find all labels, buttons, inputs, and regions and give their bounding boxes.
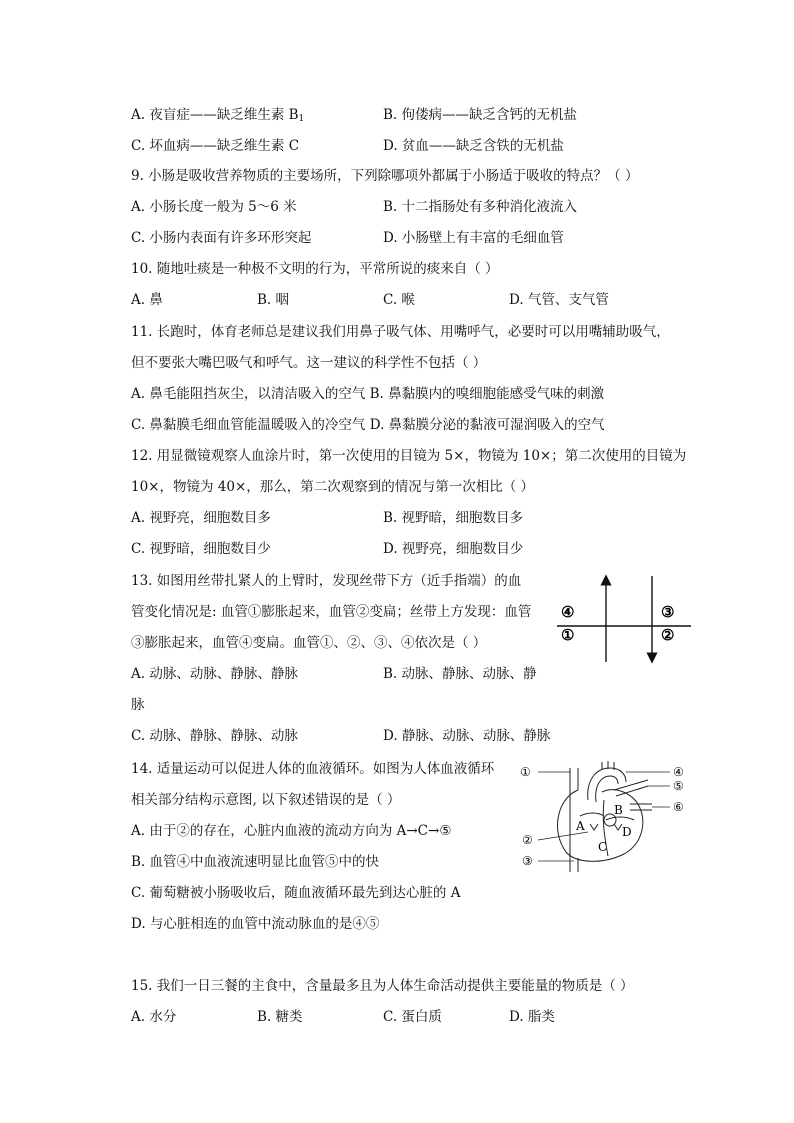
q14-option-d: D. 与心脏相连的血管中流动脉血的是④⑤ [131,916,380,932]
q8-option-b: B. 佝偻病——缺乏含钙的无机盐 [383,107,578,123]
q12-stem-line2: 10×，物镜为 40×，那么，第二次观察到的情况与第一次相比（ ） [131,479,535,495]
q15-option-b: B. 糖类 [257,1009,303,1025]
q8-option-c: C. 坏血病——缺乏维生素 C [131,138,300,154]
q8-option-a-subscript: 1 [298,114,305,124]
pulmonary-vein [630,804,652,810]
vessel-label-2: ② [661,626,675,644]
vena-cava [570,768,578,860]
q12-stem-line1: 12. 用显微镜观察人血涂片时，第一次使用的目镜为 5×，物镜为 10×；第二次使用的目镜为 [131,448,687,464]
heart-chamber-d: D [622,825,632,839]
pulmonary-artery [614,780,648,796]
q15-option-d: D. 脂类 [509,1009,555,1025]
q13-vessel-figure [555,572,695,667]
aorta [588,768,626,800]
q15-option-a: A. 水分 [131,1009,177,1025]
q12-option-d: D. 视野亮，细胞数目少 [383,541,524,557]
q8-option-a-text: A. 夜盲症——缺乏维生素 B [131,107,299,123]
q14-option-a: A. 由于②的存在，心脏内血液的流动方向为 A→C→⑤ [131,823,452,839]
q14-option-b: B. 血管④中血液流速明显比血管⑤中的快 [131,854,380,870]
q14-stem-line1: 14. 适量运动可以促进人体的血液循环。如图为人体血液循环 [131,761,495,777]
q10-option-c: C. 喉 [383,292,415,308]
q13-option-c: C. 动脉、静脉、静脉、动脉 [131,728,298,744]
q13-option-d: D. 静脉、动脉、动脉、静脉 [383,728,551,744]
q9-stem: 9. 小肠是吸收营养物质的主要场所，下列除哪项外都属于小肠适于吸收的特点？（ ） [131,168,639,184]
q14-stem-line2: 相关部分结构示意图, 以下叙述错误的是（ ） [131,792,401,808]
q13-option-b-line2: 脉 [131,697,145,713]
q13-option-a: A. 动脉、动脉、静脉、静脉 [131,666,298,682]
q14-heart-diagram [518,760,693,872]
q13-option-b-line1: B. 动脉、静脉、动脉、静 [383,666,537,682]
q9-option-b: B. 十二指肠处有多种消化液流入 [383,199,578,215]
heart-chamber-c: C [598,840,608,854]
q10-option-d: D. 气管、支气管 [509,292,609,308]
vessel-label-4: ④ [561,603,575,621]
q10-option-a: A. 鼻 [131,292,163,308]
heart-label-6: ⑥ [673,800,684,814]
q12-option-b: B. 视野暗，细胞数目多 [383,510,524,526]
q12-option-a: A. 视野亮，细胞数目多 [131,510,271,526]
heart-label-1: ① [520,765,531,779]
q12-option-c: C. 视野暗，细胞数目少 [131,541,271,557]
q10-stem: 10. 随地吐痰是一种极不文明的行为，平常所说的痰来自（ ） [131,261,499,277]
heart-chamber-b: B [614,803,623,817]
q15-option-c: C. 蛋白质 [383,1009,442,1025]
q15-stem: 15. 我们一日三餐的主食中，含量最多且为人体生命活动提供主要能量的物质是（ ） [131,978,634,994]
heart-label-5: ⑤ [673,779,684,793]
q11-options-cd: C. 鼻黏膜毛细血管能温暖吸入的冷空气 D. 鼻黏膜分泌的黏液可湿润吸入的空气 [131,417,605,433]
q9-option-c: C. 小肠内表面有许多环形突起 [131,230,312,246]
q13-stem-line1: 13. 如图用丝带扎紧人的上臂时，发现丝带下方（近手指端）的血 [131,573,522,589]
q9-option-a: A. 小肠长度一般为 5～6 米 [131,199,297,215]
q13-stem-line3: ③膨胀起来，血管④变扁。血管①、②、③、④依次是（ ） [131,635,487,651]
q13-stem-line2: 管变化情况是: 血管①膨胀起来，血管②变扁；丝带上方发现：血管 [131,604,532,620]
vessel-label-1: ① [561,626,575,644]
q8-option-a [131,106,304,128]
q11-options-ab: A. 鼻毛能阻挡灰尘，以清洁吸入的空气 B. 鼻黏膜内的嗅细胞能感受气味的刺激 [131,386,605,402]
q11-stem-line2: 但不要张大嘴巴吸气和呼气。这一建议的科学性不包括（ ） [131,355,487,371]
heart-chamber-a: A [576,819,585,833]
heart-label-3: ③ [522,854,533,868]
heart-label-2: ② [522,833,533,847]
q10-option-b: B. 咽 [257,292,290,308]
q9-option-d: D. 小肠壁上有丰富的毛细血管 [383,230,564,246]
heart-label-4: ④ [673,765,684,779]
q14-option-c: C. 葡萄糖被小肠吸收后，随血液循环最先到达心脏的 A [131,885,461,901]
q8-option-d: D. 贫血——缺乏含铁的无机盐 [383,138,564,154]
q11-stem-line1: 11. 长跑时，体育老师总是建议我们用鼻子吸气体、用嘴呼气，必要时可以用嘴辅助吸气， [131,324,670,340]
vessel-label-3: ③ [661,603,675,621]
